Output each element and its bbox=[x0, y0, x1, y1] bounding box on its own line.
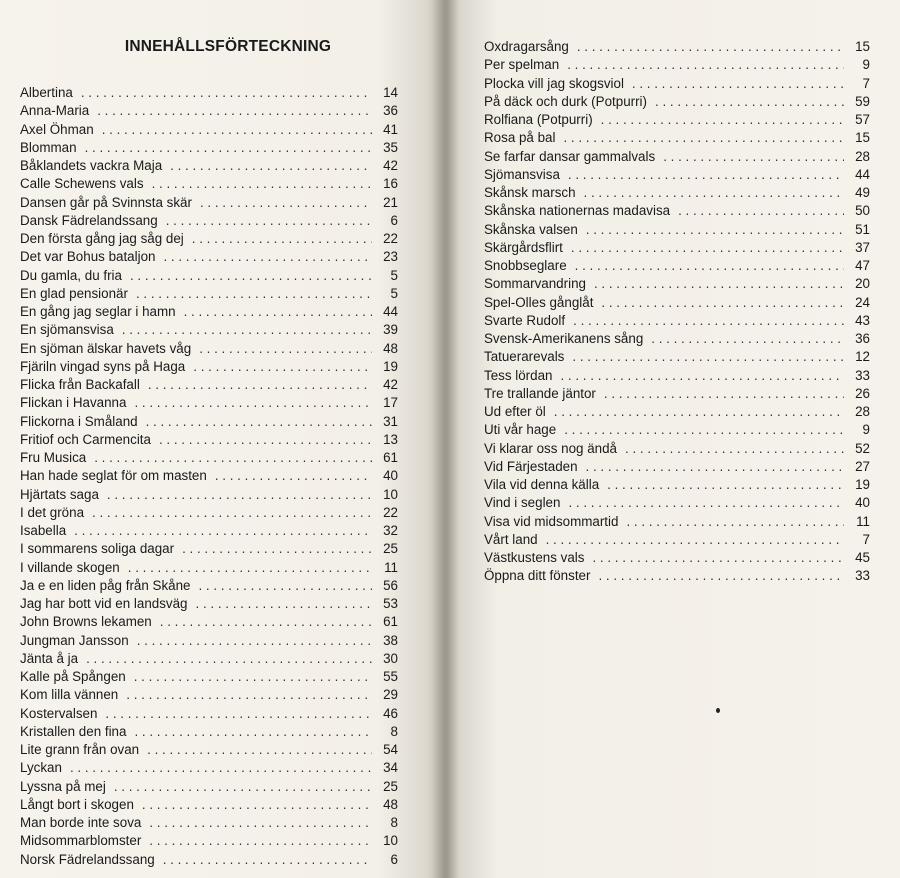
toc-entry bbox=[484, 494, 870, 512]
paper-speck bbox=[716, 708, 720, 713]
dot-leader bbox=[592, 549, 844, 567]
entry-title: Långt bort i skogen bbox=[20, 796, 134, 812]
entry-page-number: 29 bbox=[383, 687, 398, 703]
dot-leader bbox=[651, 330, 844, 348]
dot-leader bbox=[142, 796, 372, 814]
dot-leader bbox=[575, 257, 844, 275]
toc-entry bbox=[20, 102, 398, 120]
toc-entry bbox=[20, 267, 398, 285]
entry-page-number: 11 bbox=[856, 513, 870, 529]
toc-entry bbox=[20, 431, 398, 449]
entry-title: Du gamla, du fria bbox=[20, 267, 122, 283]
dot-leader bbox=[159, 431, 372, 449]
entry-title: En gång jag seglar i hamn bbox=[20, 304, 176, 319]
dot-leader bbox=[147, 741, 372, 759]
entry-title: Han hade seglat för om masten bbox=[20, 468, 207, 484]
toc-entry bbox=[20, 449, 398, 467]
toc-entry bbox=[20, 668, 398, 686]
toc-entry bbox=[484, 275, 870, 293]
toc-entry bbox=[20, 230, 398, 248]
toc-entry bbox=[484, 38, 870, 56]
entry-page-number: 5 bbox=[390, 267, 398, 283]
entry-page-number: 41 bbox=[383, 121, 398, 137]
dot-leader bbox=[74, 522, 372, 540]
toc-entry bbox=[484, 184, 870, 202]
entry-page-number: 51 bbox=[855, 221, 870, 237]
dot-leader bbox=[554, 403, 844, 421]
dot-leader bbox=[196, 595, 373, 613]
entry-page-number: 16 bbox=[383, 176, 398, 192]
dot-leader bbox=[146, 413, 372, 431]
entry-page-number: 45 bbox=[855, 550, 870, 565]
entry-page-number: 15 bbox=[855, 130, 870, 146]
entry-page-number: 34 bbox=[383, 760, 398, 776]
entry-title: Vind i seglen bbox=[484, 495, 561, 511]
dot-leader bbox=[573, 312, 844, 330]
entry-title: Lite grann från ovan bbox=[20, 742, 140, 757]
entry-title: Vårt land bbox=[484, 531, 538, 547]
toc-entry bbox=[484, 257, 870, 275]
toc-entry bbox=[484, 56, 870, 74]
entry-page-number: 61 bbox=[383, 614, 398, 630]
toc-entry bbox=[20, 248, 398, 266]
toc-list-right bbox=[484, 38, 880, 586]
entry-page-number: 53 bbox=[383, 596, 398, 611]
entry-title: Per spelman bbox=[484, 57, 560, 73]
entry-title: Kostervalsen bbox=[20, 705, 98, 721]
toc-entry bbox=[20, 741, 398, 759]
toc-entry bbox=[484, 312, 870, 330]
dot-leader bbox=[584, 184, 844, 202]
entry-page-number: 56 bbox=[383, 577, 398, 593]
toc-entry bbox=[484, 221, 870, 239]
entry-title: Anna-Maria bbox=[20, 103, 90, 119]
dot-leader bbox=[663, 148, 844, 166]
entry-page-number: 39 bbox=[383, 322, 398, 338]
entry-page-number: 19 bbox=[855, 477, 870, 492]
entry-title: Jungman Jansson bbox=[20, 632, 129, 648]
entry-page-number: 9 bbox=[862, 422, 870, 438]
entry-page-number: 40 bbox=[855, 495, 870, 511]
entry-page-number: 25 bbox=[383, 541, 398, 557]
entry-page-number: 21 bbox=[383, 194, 398, 210]
dot-leader bbox=[625, 440, 844, 458]
entry-page-number: 5 bbox=[390, 285, 398, 301]
entry-title: Albertina bbox=[20, 85, 73, 100]
dot-leader bbox=[546, 531, 844, 549]
dot-leader bbox=[198, 577, 372, 595]
entry-title: Man borde inte sova bbox=[20, 815, 142, 830]
dot-leader bbox=[170, 157, 372, 175]
entry-title: Kristallen den fina bbox=[20, 723, 127, 739]
entry-page-number: 12 bbox=[855, 349, 870, 365]
dot-leader bbox=[598, 567, 844, 585]
entry-page-number: 14 bbox=[383, 85, 398, 100]
dot-leader bbox=[182, 540, 372, 558]
toc-entry bbox=[484, 458, 870, 476]
entry-page-number: 22 bbox=[383, 231, 398, 246]
dot-leader bbox=[184, 303, 372, 321]
dot-leader bbox=[632, 75, 844, 93]
entry-page-number: 13 bbox=[383, 431, 398, 447]
dot-leader bbox=[130, 267, 372, 285]
toc-entry bbox=[484, 239, 870, 257]
toc-entry bbox=[484, 75, 870, 93]
toc-entry bbox=[484, 294, 870, 312]
entry-title: Kom lilla vännen bbox=[20, 687, 119, 703]
entry-title: Isabella bbox=[20, 523, 67, 538]
dot-leader bbox=[193, 358, 372, 376]
dot-leader bbox=[568, 494, 844, 512]
entry-title: Rosa på bal bbox=[484, 130, 556, 146]
toc-entry bbox=[484, 148, 870, 166]
entry-title: Öppna ditt fönster bbox=[484, 568, 591, 584]
entry-title: Ja e en liden påg från Skåne bbox=[20, 577, 191, 593]
toc-entry bbox=[20, 376, 398, 394]
entry-title: Skånsk marsch bbox=[484, 185, 576, 200]
entry-title: I det gröna bbox=[20, 504, 85, 520]
toc-entry bbox=[484, 531, 870, 549]
entry-title: Skärgårdsflirt bbox=[484, 239, 563, 255]
entry-page-number: 27 bbox=[855, 458, 870, 474]
dot-leader bbox=[601, 294, 844, 312]
entry-page-number: 15 bbox=[855, 39, 870, 54]
entry-page-number: 23 bbox=[383, 249, 398, 265]
toc-entry bbox=[20, 851, 398, 869]
toc-entry bbox=[484, 476, 870, 494]
dot-leader bbox=[166, 212, 372, 230]
dot-leader bbox=[577, 38, 844, 56]
dot-leader bbox=[586, 458, 844, 476]
entry-page-number: 61 bbox=[383, 450, 398, 465]
entry-title: Vi klarar oss nog ändå bbox=[484, 440, 617, 456]
dot-leader bbox=[148, 376, 372, 394]
entry-title: Dansen går på Svinnsta skär bbox=[20, 194, 192, 210]
entry-title: Sjömansvisa bbox=[484, 166, 560, 182]
entry-title: Se farfar dansar gammalvals bbox=[484, 148, 656, 164]
entry-title: Fru Musica bbox=[20, 450, 87, 465]
toc-entry bbox=[484, 166, 870, 184]
entry-title: Svensk-Amerikanens sång bbox=[484, 331, 644, 346]
entry-page-number: 40 bbox=[383, 468, 398, 484]
toc-entry bbox=[484, 385, 870, 403]
toc-entry bbox=[20, 522, 398, 540]
toc-entry bbox=[484, 348, 870, 366]
entry-page-number: 48 bbox=[383, 340, 398, 356]
toc-entry bbox=[484, 421, 870, 439]
entry-title: Spel-Olles gånglåt bbox=[484, 294, 594, 310]
entry-title: Flicka från Backafall bbox=[20, 377, 140, 392]
entry-page-number: 30 bbox=[383, 650, 398, 666]
toc-entry bbox=[20, 285, 398, 303]
entry-page-number: 55 bbox=[383, 669, 398, 684]
toc-entry bbox=[20, 632, 398, 650]
toc-entry bbox=[20, 705, 398, 723]
entry-title: Flickorna i Småland bbox=[20, 413, 138, 429]
entry-title: John Browns lekamen bbox=[20, 614, 152, 630]
toc-entry bbox=[20, 121, 398, 139]
entry-page-number: 50 bbox=[855, 203, 870, 219]
dot-leader bbox=[163, 851, 372, 869]
toc-entry bbox=[484, 567, 870, 585]
entry-title: Plocka vill jag skogsviol bbox=[484, 75, 624, 91]
toc-entry bbox=[20, 832, 398, 850]
toc-entry bbox=[20, 759, 398, 777]
toc-entry bbox=[20, 686, 398, 704]
entry-page-number: 11 bbox=[384, 559, 398, 575]
entry-page-number: 31 bbox=[383, 413, 398, 429]
entry-page-number: 8 bbox=[390, 815, 398, 830]
dot-leader bbox=[678, 202, 844, 220]
dot-leader bbox=[97, 102, 372, 120]
entry-title: Det var Bohus bataljon bbox=[20, 249, 156, 265]
entry-title: Blomman bbox=[20, 139, 77, 155]
entry-page-number: 24 bbox=[855, 294, 870, 310]
entry-page-number: 35 bbox=[383, 139, 398, 155]
entry-page-number: 19 bbox=[383, 358, 398, 374]
entry-title: Lyckan bbox=[20, 760, 62, 776]
toc-entry bbox=[484, 440, 870, 458]
dot-leader bbox=[128, 559, 372, 577]
toc-entry bbox=[484, 330, 870, 348]
dot-leader bbox=[626, 513, 844, 531]
toc-entry bbox=[484, 93, 870, 111]
dot-leader bbox=[604, 385, 844, 403]
dot-leader bbox=[564, 421, 844, 439]
toc-entry bbox=[484, 202, 870, 220]
entry-page-number: 33 bbox=[855, 568, 870, 584]
entry-title: Visa vid midsommartid bbox=[484, 513, 619, 529]
dot-leader bbox=[160, 613, 372, 631]
entry-title: Flickan i Havanna bbox=[20, 395, 127, 411]
entry-title: På däck och durk (Potpurri) bbox=[484, 93, 647, 109]
toc-entry bbox=[20, 650, 398, 668]
toc-entry bbox=[484, 129, 870, 147]
toc-entry bbox=[20, 723, 398, 741]
entry-page-number: 44 bbox=[383, 304, 398, 319]
entry-page-number: 48 bbox=[383, 796, 398, 812]
toc-entry bbox=[484, 111, 870, 129]
entry-page-number: 57 bbox=[855, 112, 870, 127]
toc-entry bbox=[20, 467, 398, 485]
dot-leader bbox=[607, 476, 844, 494]
toc-entry bbox=[20, 595, 398, 613]
dot-leader bbox=[655, 93, 844, 111]
dot-leader bbox=[152, 175, 372, 193]
dot-leader bbox=[105, 705, 372, 723]
entry-page-number: 37 bbox=[855, 239, 870, 255]
entry-title: Norsk Fädrelandssang bbox=[20, 851, 155, 867]
toc-entry bbox=[20, 559, 398, 577]
toc-entry bbox=[20, 321, 398, 339]
dot-leader bbox=[149, 814, 372, 832]
entry-title: En glad pensionär bbox=[20, 285, 128, 301]
entry-page-number: 42 bbox=[383, 377, 398, 392]
entry-page-number: 43 bbox=[855, 312, 870, 328]
dot-leader bbox=[586, 221, 844, 239]
dot-leader bbox=[568, 166, 844, 184]
entry-page-number: 9 bbox=[862, 57, 870, 73]
toc-entry bbox=[20, 796, 398, 814]
entry-page-number: 42 bbox=[383, 158, 398, 173]
entry-page-number: 54 bbox=[383, 742, 398, 757]
toc-entry bbox=[20, 778, 398, 796]
entry-title: Tess lördan bbox=[484, 367, 553, 383]
entry-page-number: 49 bbox=[855, 185, 870, 200]
dot-leader bbox=[86, 650, 372, 668]
entry-title: Axel Öhman bbox=[20, 121, 94, 137]
entry-title: Snobbseglare bbox=[484, 258, 567, 273]
toc-entry bbox=[20, 394, 398, 412]
entry-title: Oxdragarsång bbox=[484, 39, 569, 54]
entry-page-number: 28 bbox=[855, 404, 870, 419]
entry-title: Uti vår hage bbox=[484, 422, 557, 438]
dot-leader bbox=[136, 285, 372, 303]
toc-entry bbox=[20, 358, 398, 376]
dot-leader bbox=[81, 84, 372, 102]
dot-leader bbox=[601, 111, 844, 129]
entry-page-number: 52 bbox=[855, 440, 870, 456]
toc-entry bbox=[20, 157, 398, 175]
entry-title: Svarte Rudolf bbox=[484, 312, 566, 328]
entry-title: Ud efter öl bbox=[484, 404, 546, 419]
entry-page-number: 10 bbox=[383, 486, 398, 502]
entry-page-number: 22 bbox=[383, 504, 398, 520]
entry-page-number: 32 bbox=[383, 523, 398, 538]
entry-title: Kalle på Spången bbox=[20, 669, 126, 684]
entry-title: Västkustens vals bbox=[484, 550, 585, 565]
dot-leader bbox=[107, 486, 372, 504]
entry-title: Dansk Fädrelandssang bbox=[20, 212, 158, 228]
dot-leader bbox=[102, 121, 372, 139]
dot-leader bbox=[199, 340, 372, 358]
toc-entry bbox=[20, 577, 398, 595]
entry-page-number: 25 bbox=[383, 778, 398, 794]
dot-leader bbox=[122, 321, 372, 339]
toc-entry bbox=[20, 613, 398, 631]
entry-page-number: 44 bbox=[855, 166, 870, 182]
dot-leader bbox=[192, 230, 372, 248]
entry-title: Tatuerarevals bbox=[484, 349, 565, 365]
dot-leader bbox=[200, 194, 372, 212]
entry-title: Jänta å ja bbox=[20, 650, 79, 666]
dot-leader bbox=[571, 239, 844, 257]
entry-title: Båklandets vackra Maja bbox=[20, 158, 163, 173]
entry-title: Hjärtats saga bbox=[20, 486, 99, 502]
entry-title: Sommarvandring bbox=[484, 276, 586, 292]
left-page bbox=[0, 0, 444, 878]
dot-leader bbox=[560, 367, 844, 385]
entry-title: Jag har bott vid en landsväg bbox=[20, 596, 188, 611]
toc-entry bbox=[20, 212, 398, 230]
dot-leader bbox=[594, 275, 844, 293]
dot-leader bbox=[92, 504, 372, 522]
toc-entry bbox=[20, 413, 398, 431]
entry-title: Vila vid denna källa bbox=[484, 477, 600, 492]
dot-leader bbox=[572, 348, 844, 366]
entry-title: Skånska nationernas madavisa bbox=[484, 203, 671, 219]
entry-page-number: 33 bbox=[855, 367, 870, 383]
toc-entry bbox=[20, 504, 398, 522]
entry-page-number: 47 bbox=[855, 258, 870, 273]
dot-leader bbox=[70, 759, 372, 777]
entry-page-number: 38 bbox=[383, 632, 398, 648]
entry-page-number: 6 bbox=[390, 851, 398, 867]
entry-title: I sommarens soliga dagar bbox=[20, 541, 175, 557]
toc-entry bbox=[20, 84, 398, 102]
dot-leader bbox=[567, 56, 844, 74]
dot-leader bbox=[563, 129, 844, 147]
toc-entry bbox=[20, 540, 398, 558]
dot-leader bbox=[137, 632, 372, 650]
entry-title: Fjäriln vingad syns på Haga bbox=[20, 358, 186, 374]
toc-entry bbox=[20, 194, 398, 212]
dot-leader bbox=[126, 686, 372, 704]
toc-entry bbox=[20, 814, 398, 832]
toc-entry bbox=[20, 139, 398, 157]
entry-title: I villande skogen bbox=[20, 559, 120, 575]
entry-title: Tre trallande jäntor bbox=[484, 385, 596, 401]
entry-page-number: 28 bbox=[855, 148, 870, 164]
toc-entry bbox=[484, 403, 870, 421]
toc-entry bbox=[484, 549, 870, 567]
entry-title: En sjöman älskar havets våg bbox=[20, 340, 192, 356]
dot-leader bbox=[163, 248, 372, 266]
entry-title: Den första gång jag såg dej bbox=[20, 231, 184, 246]
page-title: INNEHÅLLSFÖRTECKNING bbox=[124, 38, 332, 55]
entry-title: Vid Färjestaden bbox=[484, 458, 578, 474]
toc-entry bbox=[20, 340, 398, 358]
toc-list-left bbox=[20, 84, 416, 869]
dot-leader bbox=[85, 139, 372, 157]
entry-page-number: 26 bbox=[855, 385, 870, 401]
dot-leader bbox=[215, 467, 372, 485]
entry-page-number: 7 bbox=[862, 531, 870, 547]
entry-page-number: 6 bbox=[390, 212, 398, 228]
dot-leader bbox=[149, 832, 372, 850]
entry-title: Lyssna på mej bbox=[20, 778, 106, 794]
entry-title: Calle Schewens vals bbox=[20, 176, 144, 192]
toc-entry bbox=[484, 513, 870, 531]
entry-page-number: 8 bbox=[390, 723, 398, 739]
entry-title: Skånska valsen bbox=[484, 221, 578, 237]
entry-page-number: 36 bbox=[855, 331, 870, 346]
entry-title: En sjömansvisa bbox=[20, 322, 114, 338]
entry-page-number: 10 bbox=[383, 833, 398, 849]
dot-leader bbox=[134, 394, 372, 412]
right-page bbox=[444, 0, 900, 878]
entry-title: Rolfiana (Potpurri) bbox=[484, 112, 593, 127]
entry-page-number: 36 bbox=[383, 103, 398, 119]
dot-leader bbox=[134, 668, 372, 686]
entry-page-number: 17 bbox=[383, 395, 398, 411]
entry-page-number: 46 bbox=[383, 705, 398, 721]
entry-title: Midsommarblomster bbox=[20, 833, 142, 849]
dot-leader bbox=[134, 723, 372, 741]
entry-page-number: 20 bbox=[855, 276, 870, 292]
dot-leader bbox=[94, 449, 372, 467]
dot-leader bbox=[114, 778, 372, 796]
entry-title: Fritiof och Carmencita bbox=[20, 431, 151, 447]
entry-page-number: 7 bbox=[862, 75, 870, 91]
toc-entry bbox=[20, 303, 398, 321]
toc-entry bbox=[484, 367, 870, 385]
toc-entry bbox=[20, 486, 398, 504]
entry-page-number: 59 bbox=[855, 93, 870, 109]
toc-entry bbox=[20, 175, 398, 193]
